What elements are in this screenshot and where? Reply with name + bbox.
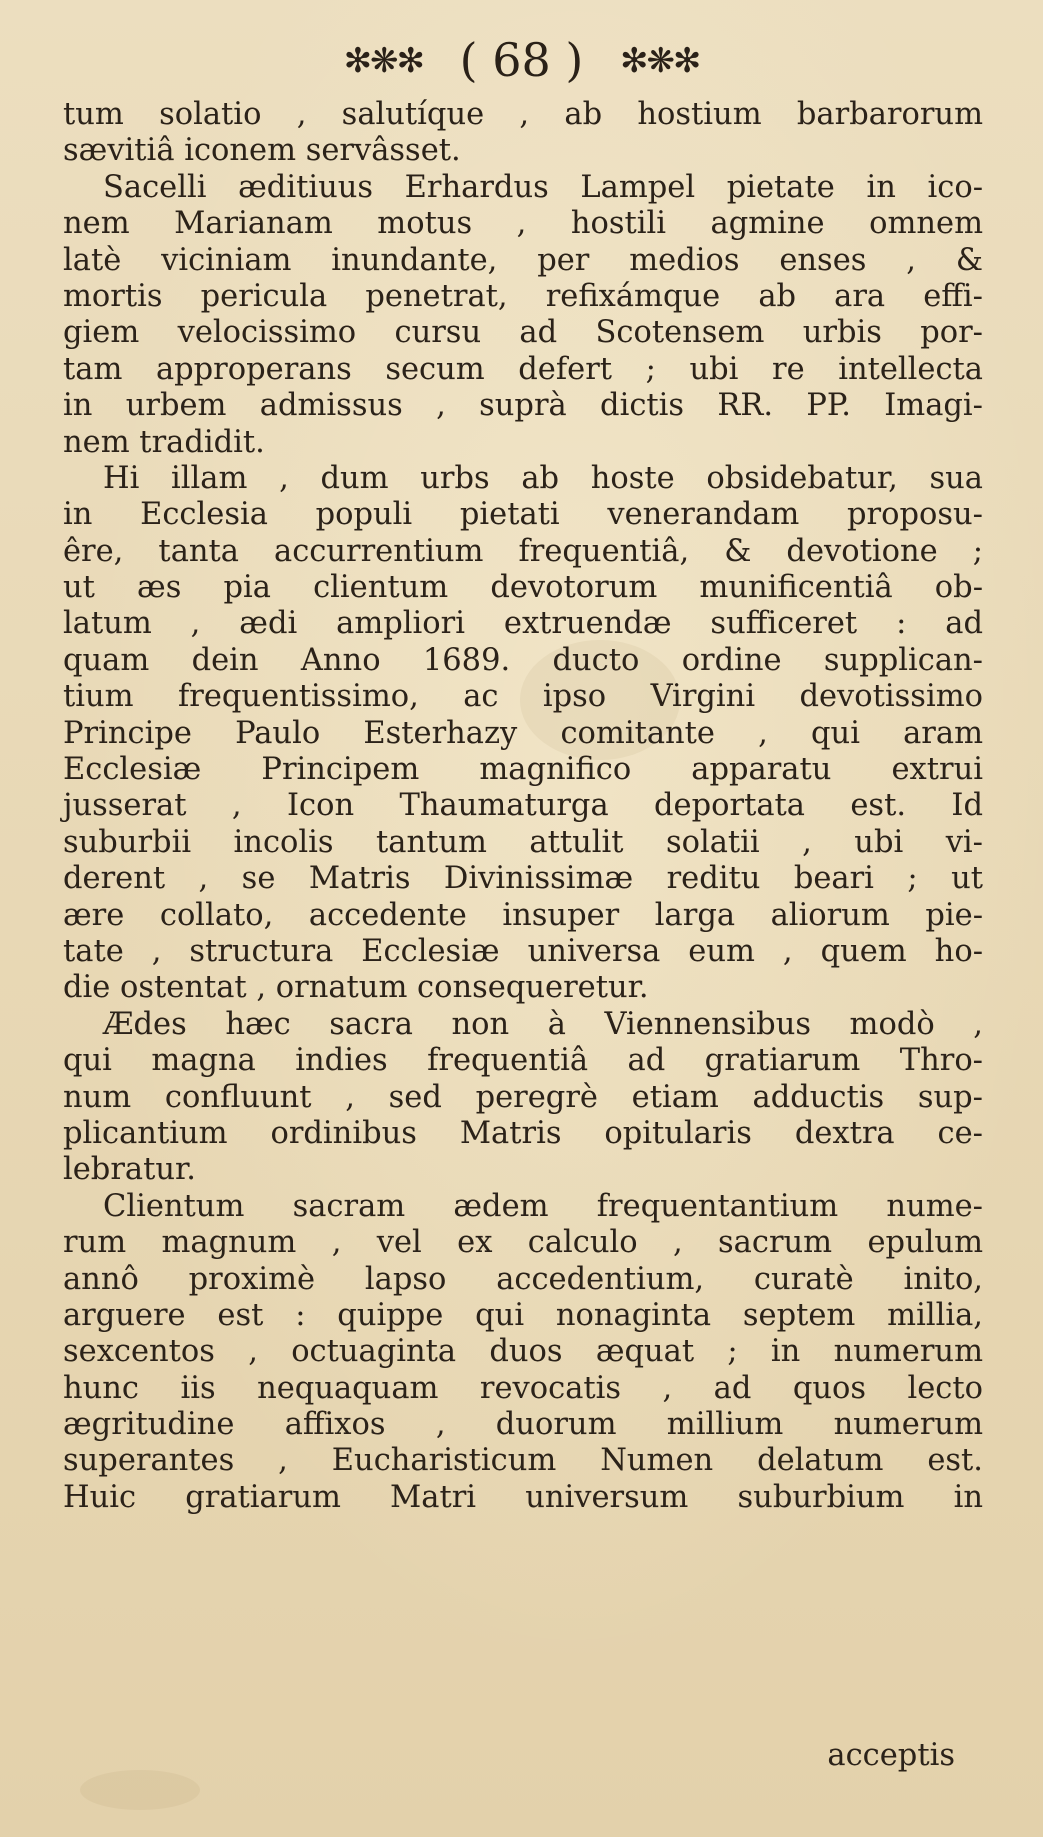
text-line: lebratur. xyxy=(63,1152,196,1188)
body-text xyxy=(63,97,983,1516)
text-line: ut æs pia clientum devotorum munificentiâ ob- xyxy=(63,570,983,606)
page-header xyxy=(0,30,1043,91)
text-line: ære collato, accedente insuper larga aliorum pie- xyxy=(63,897,983,933)
text-line: in urbem admissus , suprà dictis RR. PP. Imagi- xyxy=(63,388,983,424)
text-line: derent , se Matris Divinissimæ reditu beari ; ut xyxy=(63,861,983,897)
text-line: annô proximè lapso accedentium, curatè inito, xyxy=(63,1261,983,1297)
text-line: Ecclesiæ Principem magnifico apparatu extrui xyxy=(63,752,983,788)
text-line: plicantium ordinibus Matris opitularis dextra ce- xyxy=(63,1115,983,1151)
text-line: rum magnum , vel ex calculo , sacrum epulum xyxy=(63,1225,983,1261)
text-line: die ostentat , ornatum consequeretur. xyxy=(63,970,649,1006)
text-line: mortis pericula penetrat, refixámque ab ara effi- xyxy=(63,278,983,314)
text-line: latum , ædi ampliori extruendæ sufficeret : ad xyxy=(63,606,983,642)
text-line: tam approperans secum defert ; ubi re intellecta xyxy=(63,351,983,387)
header-ornament-left: ✻❋✻ xyxy=(343,41,424,81)
text-line: tate , structura Ecclesiæ universa eum , quem ho- xyxy=(63,933,983,969)
paragraph-start-line: Ædes hæc sacra non à Viennensibus modò , xyxy=(103,1006,983,1042)
text-line: in Ecclesia populi pietati venerandam proposu- xyxy=(63,497,983,533)
catchword: acceptis xyxy=(827,1738,955,1773)
text-line: jusserat , Icon Thaumaturga deportata est. Id xyxy=(63,788,983,824)
paragraph-start-line: Sacelli æditiuus Erhardus Lampel pietate in ico- xyxy=(103,169,983,205)
text-line: latè viciniam inundante, per medios enses , & xyxy=(63,242,983,278)
text-line: superantes , Eucharisticum Numen delatum est. xyxy=(63,1443,983,1479)
header-ornament-right: ✻❋✻ xyxy=(619,41,700,81)
paper-stain xyxy=(80,1770,200,1810)
text-line: qui magna indies frequentiâ ad gratiarum Thro- xyxy=(63,1043,983,1079)
text-line: Principe Paulo Esterhazy comitante , qui aram xyxy=(63,715,983,751)
text-line: tium frequentissimo, ac ipso Virgini devotissimo xyxy=(63,679,983,715)
text-line: nem tradidit. xyxy=(63,424,265,460)
page-number: ( 68 ) xyxy=(459,33,584,87)
paragraph-start-line: Hi illam , dum urbs ab hoste obsidebatur, sua xyxy=(103,460,983,496)
text-line: sexcentos , octuaginta duos æquat ; in numerum xyxy=(63,1334,983,1370)
text-line: arguere est : quippe qui nonaginta septem millia, xyxy=(63,1297,983,1333)
text-line: hunc iis nequaquam revocatis , ad quos lecto xyxy=(63,1370,983,1406)
text-line: nem Marianam motus , hostili agmine omnem xyxy=(63,206,983,242)
text-line: num confluunt , sed peregrè etiam adductis sup- xyxy=(63,1079,983,1115)
text-line: Huic gratiarum Matri universum suburbium in xyxy=(63,1479,983,1515)
text-line: sævitiâ iconem servâsset. xyxy=(63,133,461,169)
paragraph-start-line: Clientum sacram ædem frequentantium nume- xyxy=(103,1188,983,1224)
text-line: suburbii incolis tantum attulit solatii , ubi vi- xyxy=(63,824,983,860)
text-line: quam dein Anno 1689. ducto ordine supplican- xyxy=(63,642,983,678)
text-line: êre, tanta accurrentium frequentiâ, & devotione ; xyxy=(63,533,983,569)
text-line: tum solatio , salutíque , ab hostium barbarorum xyxy=(63,97,983,132)
text-line: ægritudine affixos , duorum millium numerum xyxy=(63,1407,983,1443)
text-line: giem velocissimo cursu ad Scotensem urbis por- xyxy=(63,315,983,351)
